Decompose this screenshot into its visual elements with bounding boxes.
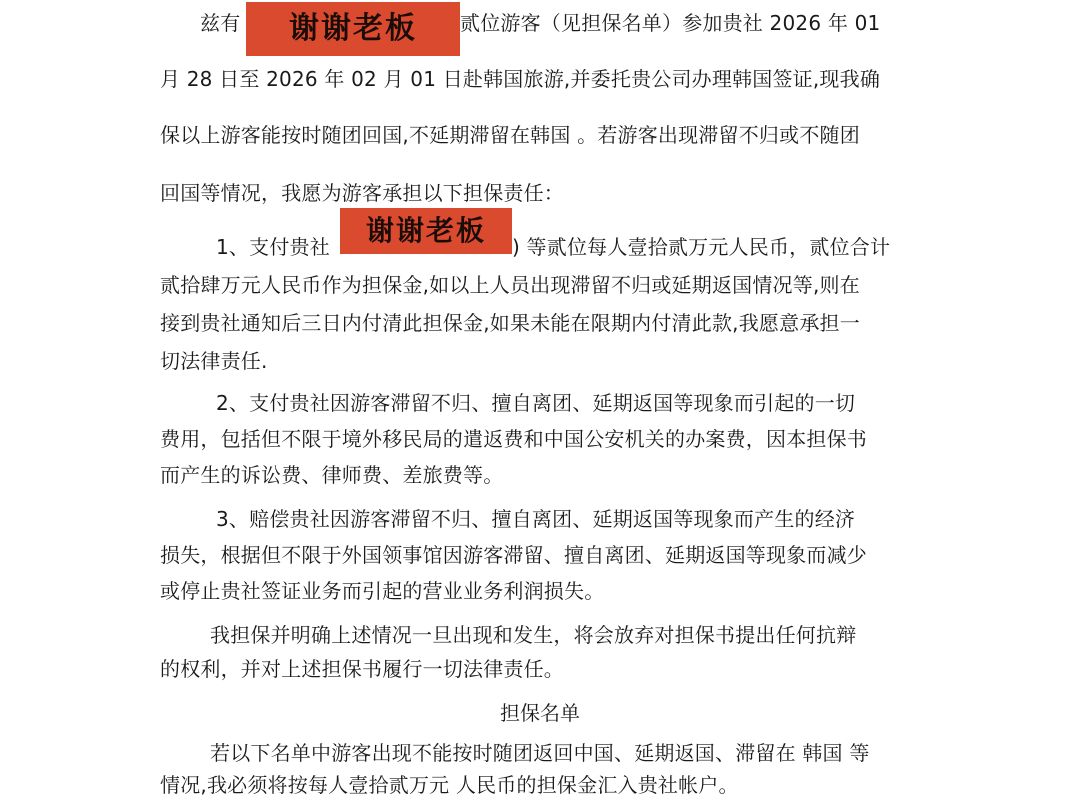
text-line: ) 等贰位每人壹拾贰万元人民币，贰位合计 xyxy=(512,235,891,259)
text-line: 损失，根据但不限于外国领事馆因游客滞留、擅自离团、延期返国等现象而减少 xyxy=(160,543,867,567)
text-line: 兹有 xyxy=(200,11,241,35)
text-line: 情况,我必须将按每人壹拾贰万元 人民币的担保金汇入贵社帐户。 xyxy=(160,773,739,797)
text-line: 接到贵社通知后三日内付清此担保金,如果未能在限期内付清此款,我愿意承担一 xyxy=(160,311,860,335)
redaction-stamp: 谢谢老板 xyxy=(340,208,512,254)
text-line: 回国等情况，我愿为游客承担以下担保责任： xyxy=(160,181,564,205)
text-line: 或停止贵社签证业务而引起的营业业务利润损失。 xyxy=(160,579,605,603)
redaction-stamp: 谢谢老板 xyxy=(246,2,460,56)
text-line: 3、赔偿贵社因游客滞留不归、擅自离团、延期返国等现象而产生的经济 xyxy=(216,507,856,531)
section-heading: 担保名单 xyxy=(500,701,580,725)
text-line: 我担保并明确上述情况一旦出现和发生，将会放弃对担保书提出任何抗辩 xyxy=(210,623,857,647)
text-line: 月 28 日至 2026 年 02 月 01 日赴韩国旅游,并委托贵公司办理韩国签证,现我确 xyxy=(160,67,881,91)
text-line: 而产生的诉讼费、律师费、差旅费等。 xyxy=(160,463,504,487)
text-line: 贰位游客（见担保名单）参加贵社 2026 年 01 xyxy=(460,11,881,35)
text-line: 的权利，并对上述担保书履行一切法律责任。 xyxy=(160,657,564,681)
text-line: 贰拾肆万元人民币作为担保金,如以上人员出现滞留不归或延期返国情况等,则在 xyxy=(160,273,860,297)
text-line: 2、支付贵社因游客滞留不归、擅自离团、延期返国等现象而引起的一切 xyxy=(216,391,856,415)
text-line: 费用，包括但不限于境外移民局的遣返费和中国公安机关的办案费，因本担保书 xyxy=(160,427,867,451)
text-line: 若以下名单中游客出现不能按时随团返回中国、延期返国、滞留在 韩国 等 xyxy=(210,741,870,765)
text-line: 切法律责任. xyxy=(160,349,268,373)
text-line: 保以上游客能按时随团回国,不延期滞留在韩国 。若游客出现滞留不归或不随团 xyxy=(160,123,860,147)
text-line: 1、支付贵社 xyxy=(216,235,330,259)
